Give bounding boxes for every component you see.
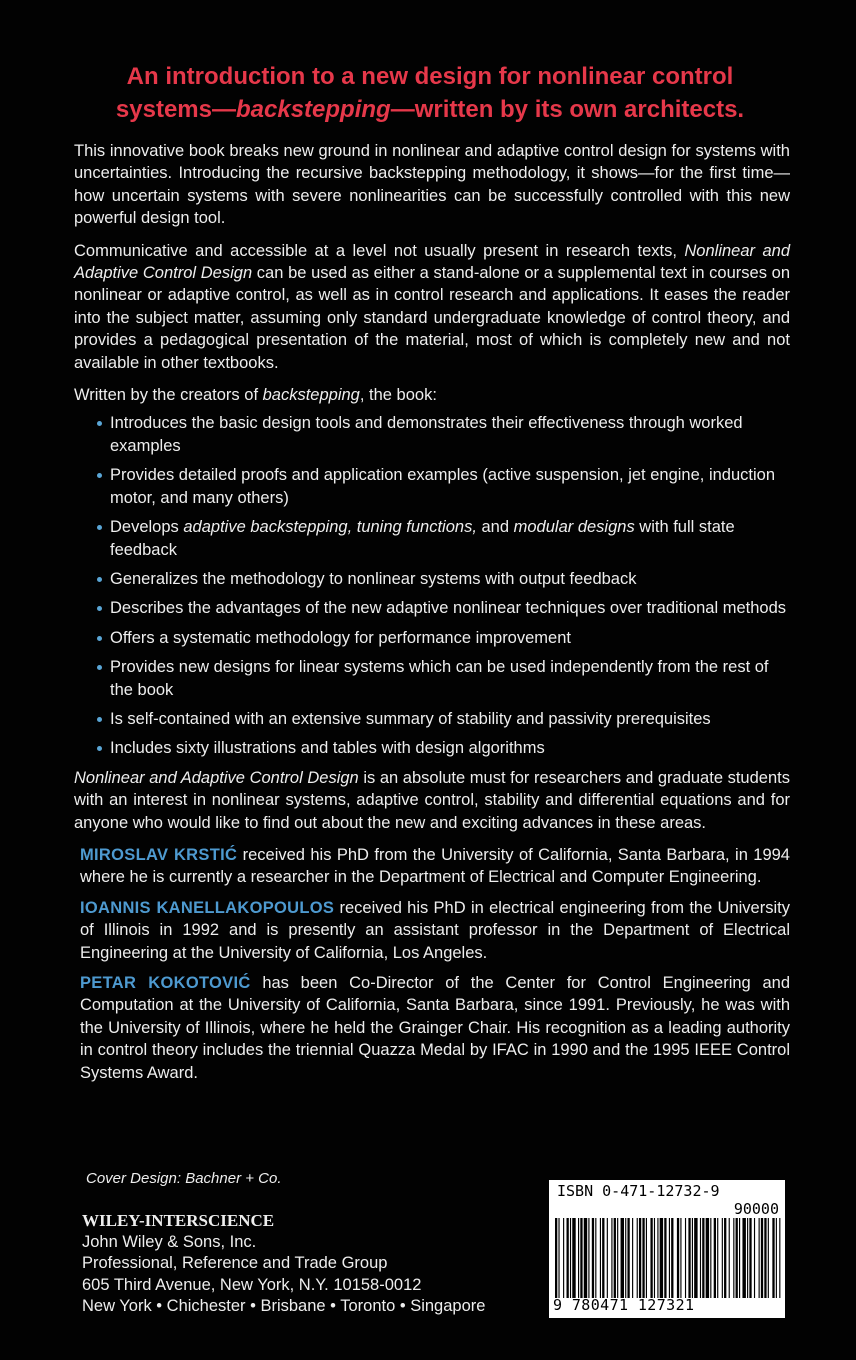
barcode-bar bbox=[578, 1218, 579, 1298]
feature-text: Offers a systematic methodology for performance improvement bbox=[110, 628, 571, 647]
barcode-bar bbox=[759, 1218, 760, 1298]
barcode-bar bbox=[677, 1218, 679, 1298]
feature-item bbox=[110, 708, 790, 730]
barcode-bar bbox=[742, 1218, 745, 1298]
barcode-bar bbox=[702, 1218, 704, 1298]
bullet-icon bbox=[97, 421, 102, 426]
feature-item bbox=[110, 516, 790, 561]
publisher-line: New York • Chichester • Brisbane • Toronto • Singapore bbox=[82, 1297, 486, 1315]
barcode-bar bbox=[580, 1218, 582, 1298]
barcode-bar bbox=[722, 1218, 723, 1298]
features-intro-start: Written by the creators of bbox=[74, 386, 263, 405]
tagline bbox=[60, 60, 800, 126]
barcode-bar bbox=[739, 1218, 740, 1298]
barcode-bar bbox=[642, 1218, 644, 1298]
feature-item bbox=[110, 627, 790, 649]
barcode-bar bbox=[650, 1218, 652, 1298]
barcode-bar bbox=[592, 1218, 594, 1298]
barcode-bar bbox=[611, 1218, 612, 1298]
feature-text: Describes the advantages of the new adaptive nonlinear techniques over traditional methods bbox=[110, 599, 787, 618]
barcode-bar bbox=[714, 1218, 716, 1298]
barcode-bar bbox=[607, 1218, 608, 1298]
barcode-bar bbox=[700, 1218, 701, 1298]
recommendation-text: is an absolute must for researchers and graduate students with an interest in nonlinear systems, adaptive control, stability and differential equations and for anyone who would like to find out about the new and exciting advances in these areas. bbox=[74, 768, 790, 832]
bullet-icon bbox=[97, 746, 102, 751]
author-bio-text: received his PhD in electrical engineering from the University of Illinois in 1992 and is presently an assistant professor in the Department of Electrical Engineering at the University of California, Los Angeles. bbox=[80, 898, 790, 962]
barcode-bar bbox=[572, 1218, 575, 1298]
author-name: IOANNIS KANELLAKOPOULOS bbox=[80, 898, 335, 917]
feature-text: Includes sixty illustrations and tables with design algorithms bbox=[110, 739, 545, 758]
features-intro bbox=[74, 384, 790, 406]
ean-number: 9 780471 127321 bbox=[553, 1296, 695, 1314]
description-body bbox=[74, 140, 790, 1092]
barcode-bar bbox=[776, 1218, 777, 1298]
author-name: MIROSLAV KRSTIĆ bbox=[80, 845, 238, 864]
audience-paragraph-end: can be used as either a stand-alone or a supplemental text in courses on nonlinear or adaptive control, as well as in control research and applications. It eases the reader into the subject matter, assuming only standard undergraduate knowledge of control theory, and provides a pedagogical presentation of the material, most of which is completely new and not available in other textbooks. bbox=[74, 264, 790, 372]
barcode-bar bbox=[625, 1218, 626, 1298]
barcode-bar bbox=[733, 1218, 734, 1298]
barcode-bar bbox=[736, 1218, 738, 1298]
publisher-block bbox=[82, 1210, 485, 1318]
barcode-bar bbox=[637, 1218, 638, 1298]
barcode-bar bbox=[555, 1218, 557, 1298]
feature-text-mid: and bbox=[476, 518, 514, 537]
bullet-icon bbox=[97, 473, 102, 478]
feature-text-end: with full state feedback bbox=[110, 518, 735, 559]
barcode-bar bbox=[694, 1218, 697, 1298]
feature-item bbox=[110, 737, 790, 759]
barcode-bar bbox=[627, 1218, 629, 1298]
feature-text: Generalizes the methodology to nonlinear systems with output feedback bbox=[110, 569, 637, 588]
barcode-bar bbox=[600, 1218, 601, 1298]
isbn-number: ISBN 0-471-12732-9 bbox=[557, 1182, 720, 1200]
barcode-bar bbox=[671, 1218, 673, 1298]
feature-item bbox=[110, 412, 790, 457]
feature-item bbox=[110, 464, 790, 509]
barcode-bar bbox=[772, 1218, 774, 1298]
barcode-bar bbox=[567, 1218, 569, 1298]
barcode-bar bbox=[632, 1218, 633, 1298]
publisher-line: John Wiley & Sons, Inc. bbox=[82, 1232, 257, 1251]
feature-item bbox=[110, 568, 790, 590]
tagline-line-2-end: —written by its own architects. bbox=[390, 96, 745, 123]
barcode-bar bbox=[680, 1218, 681, 1298]
barcode-bar bbox=[563, 1218, 564, 1298]
intro-paragraph: This innovative book breaks new ground in nonlinear and adaptive control design for systems with uncertainties. Introducing the recursive backstepping methodology, it shows—for the first time—how uncertain systems with severe nonlinearities can be successfully controlled with this new powerful design tool. bbox=[74, 142, 790, 228]
features-intro-italic: backstepping bbox=[262, 386, 360, 405]
barcode-bar bbox=[685, 1218, 686, 1298]
barcode-bar bbox=[688, 1218, 690, 1298]
barcode-bar bbox=[646, 1218, 647, 1298]
audience-paragraph-start: Communicative and accessible at a level not usually present in research texts, bbox=[74, 241, 685, 260]
barcode-bars bbox=[555, 1218, 781, 1298]
feature-text-start: Develops bbox=[110, 518, 184, 537]
tagline-line-2 bbox=[60, 93, 800, 126]
feature-item bbox=[110, 656, 790, 701]
tagline-line-1: An introduction to a new design for nonlinear control bbox=[126, 63, 734, 90]
author-bio-text: received his PhD from the University of California, Santa Barbara, in 1994 where he is currently a researcher in the Department of Electrical and Computer Engineering. bbox=[80, 845, 790, 887]
author-name: PETAR KOKOTOVIĆ bbox=[80, 974, 251, 992]
feature-text: Is self-contained with an extensive summary of stability and passivity prerequisites bbox=[110, 709, 711, 728]
barcode-bar bbox=[639, 1218, 641, 1298]
barcode-bar bbox=[664, 1218, 666, 1298]
recommendation-paragraph bbox=[74, 767, 790, 834]
barcode-bar bbox=[602, 1218, 604, 1298]
bullet-icon bbox=[97, 606, 102, 611]
barcode-bar bbox=[621, 1218, 624, 1298]
isbn-barcode bbox=[549, 1180, 785, 1318]
feature-text: Introduces the basic design tools and demonstrates their effectiveness through worked examples bbox=[110, 414, 743, 455]
feature-text: Provides detailed proofs and application examples (active suspension, jet engine, induction motor, and many others) bbox=[110, 466, 775, 507]
barcode-bar bbox=[584, 1218, 587, 1298]
barcode-bar bbox=[558, 1218, 559, 1298]
barcode-bar bbox=[614, 1218, 616, 1298]
bullet-icon bbox=[97, 717, 102, 722]
barcode-bar bbox=[749, 1218, 751, 1298]
barcode-bar bbox=[754, 1218, 755, 1298]
bullet-icon bbox=[97, 636, 102, 641]
audience-paragraph bbox=[74, 240, 790, 374]
publisher-line: Professional, Reference and Trade Group bbox=[82, 1254, 388, 1272]
barcode-bar bbox=[724, 1218, 726, 1298]
barcode-bar bbox=[570, 1218, 571, 1298]
bullet-icon bbox=[97, 525, 102, 530]
barcode-bar bbox=[706, 1218, 709, 1298]
features-intro-end: , the book: bbox=[359, 386, 437, 405]
tagline-backstepping: backstepping bbox=[235, 96, 391, 123]
barcode-bar bbox=[717, 1218, 718, 1298]
barcode-bar bbox=[729, 1218, 730, 1298]
cover-design-credit: Cover Design: Bachner + Co. bbox=[86, 1170, 282, 1187]
barcode-bar bbox=[660, 1218, 663, 1298]
barcode-bar bbox=[761, 1218, 763, 1298]
author-bio bbox=[80, 844, 790, 889]
feature-list bbox=[74, 412, 790, 759]
book-title: Nonlinear and Adaptive Control Design bbox=[74, 768, 359, 787]
barcode-bar bbox=[779, 1218, 780, 1298]
barcode-bar bbox=[654, 1218, 655, 1298]
bullet-icon bbox=[97, 577, 102, 582]
barcode-bar bbox=[617, 1218, 618, 1298]
barcode-bar bbox=[710, 1218, 711, 1298]
barcode-bar bbox=[768, 1218, 769, 1298]
barcode-bar bbox=[657, 1218, 658, 1298]
barcode-bar bbox=[764, 1218, 766, 1298]
barcode-bar bbox=[747, 1218, 748, 1298]
feature-item bbox=[110, 597, 790, 619]
barcode-bar bbox=[669, 1218, 670, 1298]
feature-text-italic: adaptive backstepping, tuning functions, bbox=[183, 518, 477, 537]
barcode-bar bbox=[588, 1218, 589, 1298]
feature-text: Provides new designs for linear systems which can be used independently from the rest of the book bbox=[110, 658, 769, 699]
author-bio bbox=[80, 897, 790, 964]
barcode-bar bbox=[595, 1218, 596, 1298]
author-bio bbox=[80, 972, 790, 1084]
price-code: 90000 bbox=[733, 1200, 779, 1218]
book-title: Nonlinear and Adaptive Control Design bbox=[74, 241, 790, 283]
tagline-line-2-start: systems— bbox=[115, 96, 236, 123]
author-bio-text: has been Co-Director of the Center for Control Engineering and Computation at the University of California, Santa Barbara, since 1991. Previously, he was with the University of Illinois, where he held the Grainger Chair. His recognition as a leading authority in control theory includes the triennial Quazza Medal by IFAC in 1990 and the 1995 IEEE Control Systems Award. bbox=[80, 974, 791, 1082]
barcode-bar bbox=[692, 1218, 693, 1298]
publisher-imprint: WILEY-INTERSCIENCE bbox=[82, 1211, 275, 1230]
feature-text-italic: modular designs bbox=[513, 518, 635, 537]
publisher-line: 605 Third Avenue, New York, N.Y. 10158-0012 bbox=[82, 1275, 422, 1294]
bullet-icon bbox=[97, 665, 102, 670]
